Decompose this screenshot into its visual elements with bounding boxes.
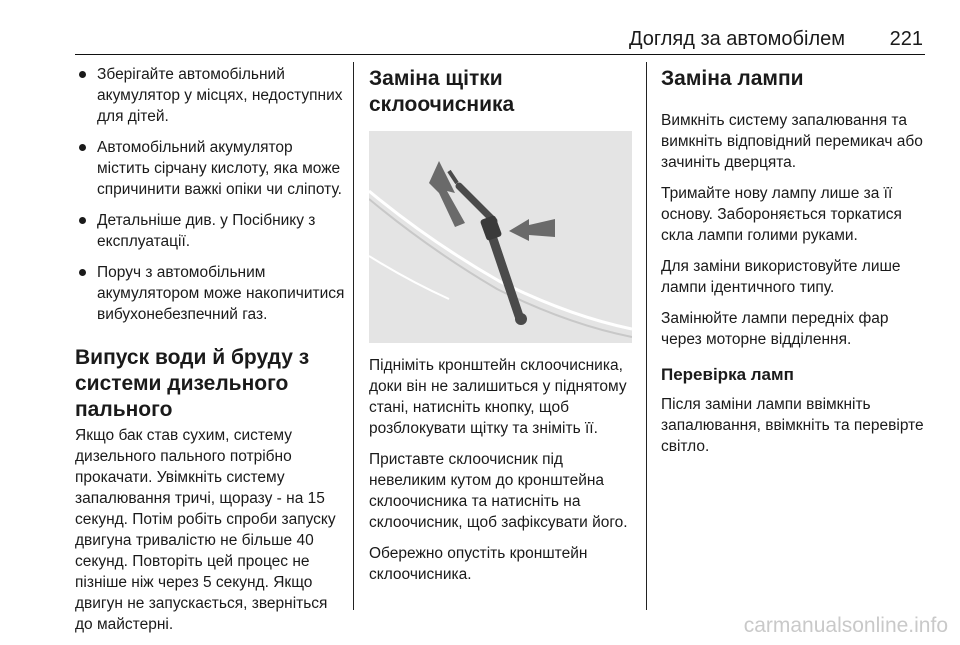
list-item bbox=[75, 137, 347, 200]
paragraph: Приставте склоочисник під невеликим кутом до кронштейна склоочисника та натисніть на склоочисник, щоб зафіксувати його. bbox=[369, 451, 628, 531]
list-item-text: Автомобільний акумулятор містить сірчану кислоту, яка може спричинити важкі опіки чи сліпоту. bbox=[97, 139, 342, 198]
subsection-title: Перевірка ламп bbox=[661, 365, 794, 384]
column-middle bbox=[369, 64, 632, 595]
header-title: Догляд за автомобілем bbox=[628, 28, 845, 50]
paragraph: Підніміть кронштейн склоочисника, доки він не залишиться у піднятому стані, натисніть кнопку, щоб розблокувати щітку та зніміть її. bbox=[369, 357, 627, 437]
watermark: carmanualsonline.info bbox=[743, 614, 948, 637]
page-header bbox=[75, 26, 925, 54]
section-title: Заміна лампи bbox=[661, 67, 804, 90]
bullet-icon bbox=[79, 71, 86, 78]
list-item-text: Детальніше див. у Посібнику з експлуатації. bbox=[97, 212, 316, 250]
list-item bbox=[75, 262, 347, 325]
page-number: 221 bbox=[889, 28, 923, 50]
list-item-text: Зберігайте автомобільний акумулятор у місцях, недоступних для дітей. bbox=[97, 66, 343, 125]
list-item-text: Поруч з автомобільним акумулятором може накопичитися вибухонебезпечний газ. bbox=[97, 264, 345, 323]
column-divider bbox=[646, 62, 647, 610]
paragraph: Обережно опустіть кронштейн склоочисника. bbox=[369, 545, 588, 583]
list-item bbox=[75, 210, 347, 252]
section-text: Якщо бак став сухим, систему дизельного пального потрібно прокачати. Увімкніть систему запалювання тричі, щоразу - на 15 секунд. Потім робіть спроби запуску двигуна тривалістю не більше 40 секунд. Повторіть цей процес не пізніше ніж через 5 секунд. Якщо двигун не запускається, зверніться до майстерні. bbox=[75, 427, 336, 633]
column-right bbox=[661, 64, 929, 467]
wiper-arm-image bbox=[369, 131, 632, 343]
paragraph: Вимкніть систему запалювання та вимкніть відповідний перемикач або зачиніть дверцята. bbox=[661, 112, 923, 171]
header-rule bbox=[75, 54, 925, 55]
bullet-icon bbox=[79, 144, 86, 151]
paragraph: Замінюйте лампи передніх фар через моторне відділення. bbox=[661, 310, 889, 348]
paragraph: Тримайте нову лампу лише за її основу. Забороняється торкатися скла лампи голими руками. bbox=[661, 185, 902, 244]
warning-list bbox=[75, 64, 347, 325]
wiper-illustration bbox=[369, 131, 632, 343]
list-item bbox=[75, 64, 347, 127]
column-divider bbox=[353, 62, 354, 610]
section-title: Заміна щітки склоочисника bbox=[369, 67, 515, 116]
paragraph: Для заміни використовуйте лише лампи ідентичного типу. bbox=[661, 258, 901, 296]
bullet-icon bbox=[79, 217, 86, 224]
section-title: Випуск води й бруду з системи дизельного пального bbox=[75, 346, 310, 421]
column-left bbox=[75, 64, 347, 645]
bullet-icon bbox=[79, 269, 86, 276]
paragraph: Після заміни лампи ввімкніть запалювання, ввімкніть та перевірте світло. bbox=[661, 396, 924, 455]
